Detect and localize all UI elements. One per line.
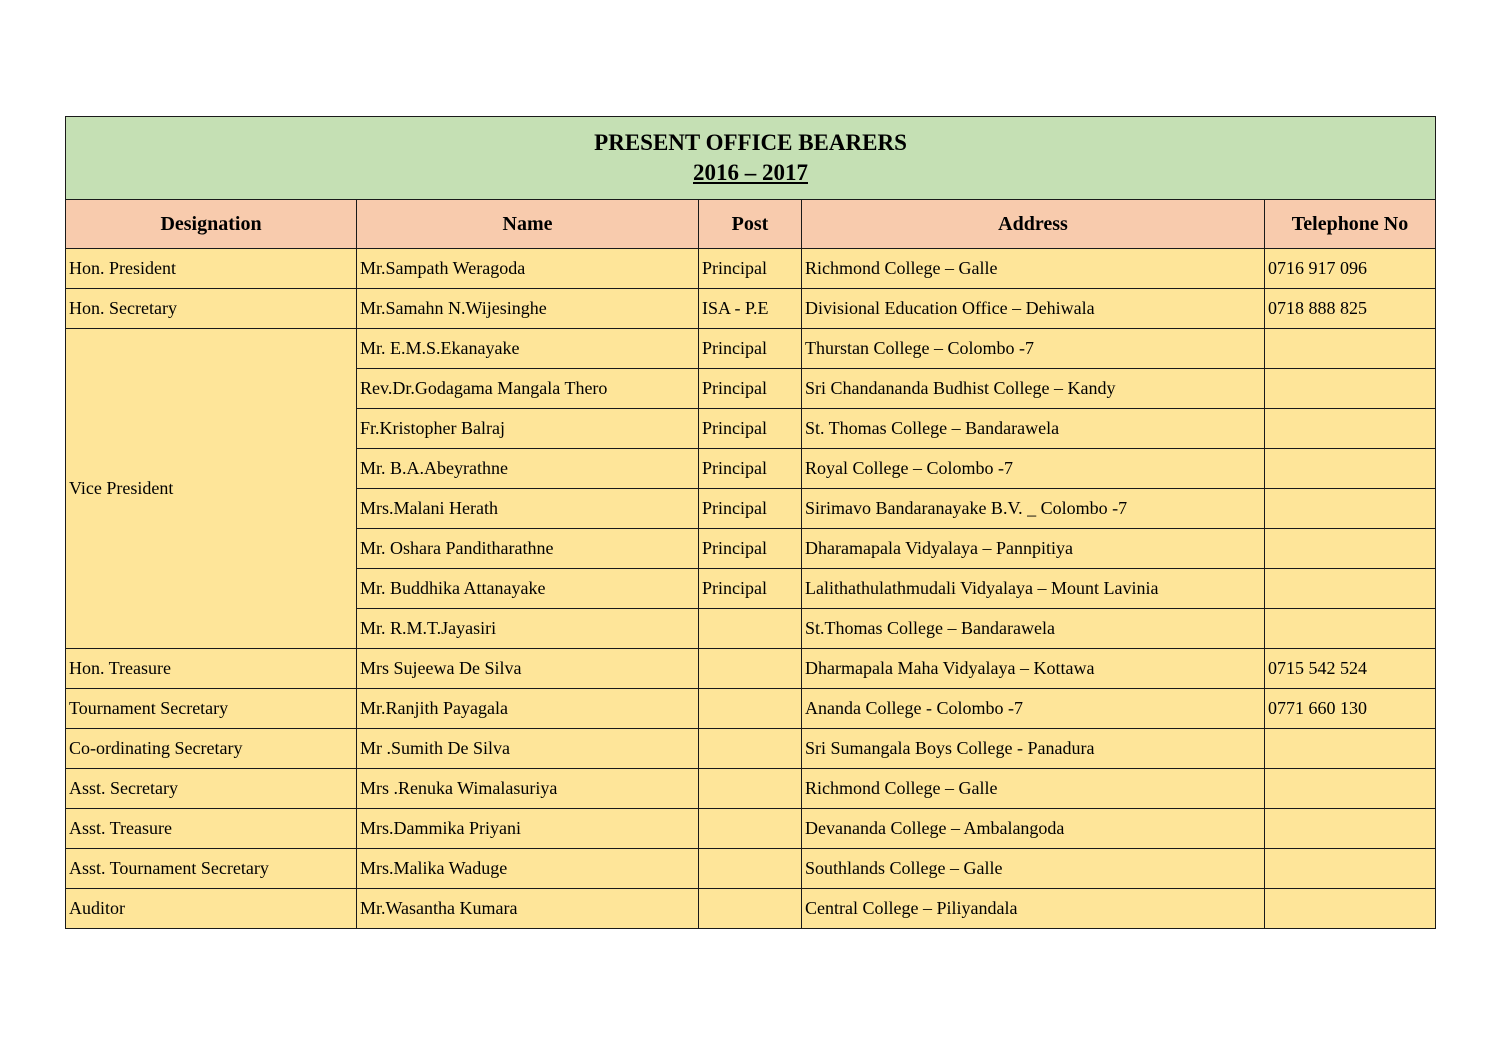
cell-name: Mrs.Malani Herath [357, 489, 699, 529]
cell-telephone [1265, 849, 1436, 889]
cell-name: Mr. R.M.T.Jayasiri [357, 609, 699, 649]
cell-name: Mr.Samahn N.Wijesinghe [357, 289, 699, 329]
cell-telephone [1265, 769, 1436, 809]
cell-post [699, 649, 802, 689]
column-header-post: Post [699, 200, 802, 249]
cell-designation: Auditor [66, 889, 357, 929]
cell-designation: Tournament Secretary [66, 689, 357, 729]
cell-post [699, 609, 802, 649]
cell-telephone [1265, 329, 1436, 369]
header-row [66, 200, 1436, 249]
cell-post [699, 809, 802, 849]
table-title [66, 117, 1436, 200]
cell-name: Mr.Wasantha Kumara [357, 889, 699, 929]
cell-telephone [1265, 449, 1436, 489]
cell-telephone: 0771 660 130 [1265, 689, 1436, 729]
cell-telephone [1265, 889, 1436, 929]
table-row [66, 889, 1436, 929]
cell-name: Mr. Buddhika Attanayake [357, 569, 699, 609]
table-row [66, 249, 1436, 289]
cell-name: Mrs .Renuka Wimalasuriya [357, 769, 699, 809]
cell-telephone [1265, 809, 1436, 849]
cell-telephone [1265, 729, 1436, 769]
cell-name: Mr.Sampath Weragoda [357, 249, 699, 289]
cell-address: St.Thomas College – Bandarawela [802, 609, 1265, 649]
cell-designation: Asst. Secretary [66, 769, 357, 809]
cell-address: St. Thomas College – Bandarawela [802, 409, 1265, 449]
table-row [66, 689, 1436, 729]
title-years: 2016 – 2017 [693, 160, 808, 185]
cell-post [699, 769, 802, 809]
table-row [66, 769, 1436, 809]
cell-address: Dharamapala Vidyalaya – Pannpitiya [802, 529, 1265, 569]
cell-post: Principal [699, 489, 802, 529]
cell-address: Southlands College – Galle [802, 849, 1265, 889]
cell-post: Principal [699, 409, 802, 449]
cell-address: Dharmapala Maha Vidyalaya – Kottawa [802, 649, 1265, 689]
cell-address: Richmond College – Galle [802, 769, 1265, 809]
cell-name: Mr.Ranjith Payagala [357, 689, 699, 729]
cell-address: Devananda College – Ambalangoda [802, 809, 1265, 849]
table-row [66, 289, 1436, 329]
cell-address: Divisional Education Office – Dehiwala [802, 289, 1265, 329]
cell-designation: Hon. President [66, 249, 357, 289]
table-row [66, 849, 1436, 889]
cell-address: Lalithathulathmudali Vidyalaya – Mount Lavinia [802, 569, 1265, 609]
cell-telephone: 0718 888 825 [1265, 289, 1436, 329]
column-header-telephone: Telephone No [1265, 200, 1436, 249]
cell-telephone [1265, 529, 1436, 569]
cell-post: Principal [699, 529, 802, 569]
cell-address: Thurstan College – Colombo -7 [802, 329, 1265, 369]
cell-name: Mrs.Dammika Priyani [357, 809, 699, 849]
table-row [66, 809, 1436, 849]
cell-name: Mr. B.A.Abeyrathne [357, 449, 699, 489]
cell-telephone: 0716 917 096 [1265, 249, 1436, 289]
cell-post [699, 729, 802, 769]
table-row [66, 329, 1436, 369]
cell-address: Ananda College - Colombo -7 [802, 689, 1265, 729]
office-bearers-table [65, 116, 1436, 929]
column-header-address: Address [802, 200, 1265, 249]
cell-designation: Asst. Tournament Secretary [66, 849, 357, 889]
table-row [66, 649, 1436, 689]
cell-post: Principal [699, 449, 802, 489]
table-row [66, 729, 1436, 769]
cell-designation: Hon. Treasure [66, 649, 357, 689]
cell-address: Royal College – Colombo -7 [802, 449, 1265, 489]
cell-telephone [1265, 369, 1436, 409]
cell-post [699, 889, 802, 929]
cell-post: Principal [699, 569, 802, 609]
column-header-name: Name [357, 200, 699, 249]
cell-address: Richmond College – Galle [802, 249, 1265, 289]
cell-name: Mrs.Malika Waduge [357, 849, 699, 889]
cell-address: Sri Chandananda Budhist College – Kandy [802, 369, 1265, 409]
cell-telephone [1265, 409, 1436, 449]
title-main: PRESENT OFFICE BEARERS [594, 130, 907, 155]
cell-designation: Hon. Secretary [66, 289, 357, 329]
cell-telephone: 0715 542 524 [1265, 649, 1436, 689]
cell-address: Sri Sumangala Boys College - Panadura [802, 729, 1265, 769]
cell-post: Principal [699, 249, 802, 289]
cell-post: ISA - P.E [699, 289, 802, 329]
cell-name: Mrs Sujeewa De Silva [357, 649, 699, 689]
cell-name: Rev.Dr.Godagama Mangala Thero [357, 369, 699, 409]
cell-post [699, 849, 802, 889]
cell-address: Sirimavo Bandaranayake B.V. _ Colombo -7 [802, 489, 1265, 529]
cell-post [699, 689, 802, 729]
cell-telephone [1265, 569, 1436, 609]
cell-name: Mr .Sumith De Silva [357, 729, 699, 769]
cell-telephone [1265, 489, 1436, 529]
cell-address: Central College – Piliyandala [802, 889, 1265, 929]
cell-designation: Asst. Treasure [66, 809, 357, 849]
cell-post: Principal [699, 369, 802, 409]
cell-telephone [1265, 609, 1436, 649]
cell-post: Principal [699, 329, 802, 369]
cell-designation: Co-ordinating Secretary [66, 729, 357, 769]
cell-name: Fr.Kristopher Balraj [357, 409, 699, 449]
cell-name: Mr. Oshara Panditharathne [357, 529, 699, 569]
cell-name: Mr. E.M.S.Ekanayake [357, 329, 699, 369]
cell-designation-merged: Vice President [66, 329, 357, 649]
column-header-designation: Designation [66, 200, 357, 249]
